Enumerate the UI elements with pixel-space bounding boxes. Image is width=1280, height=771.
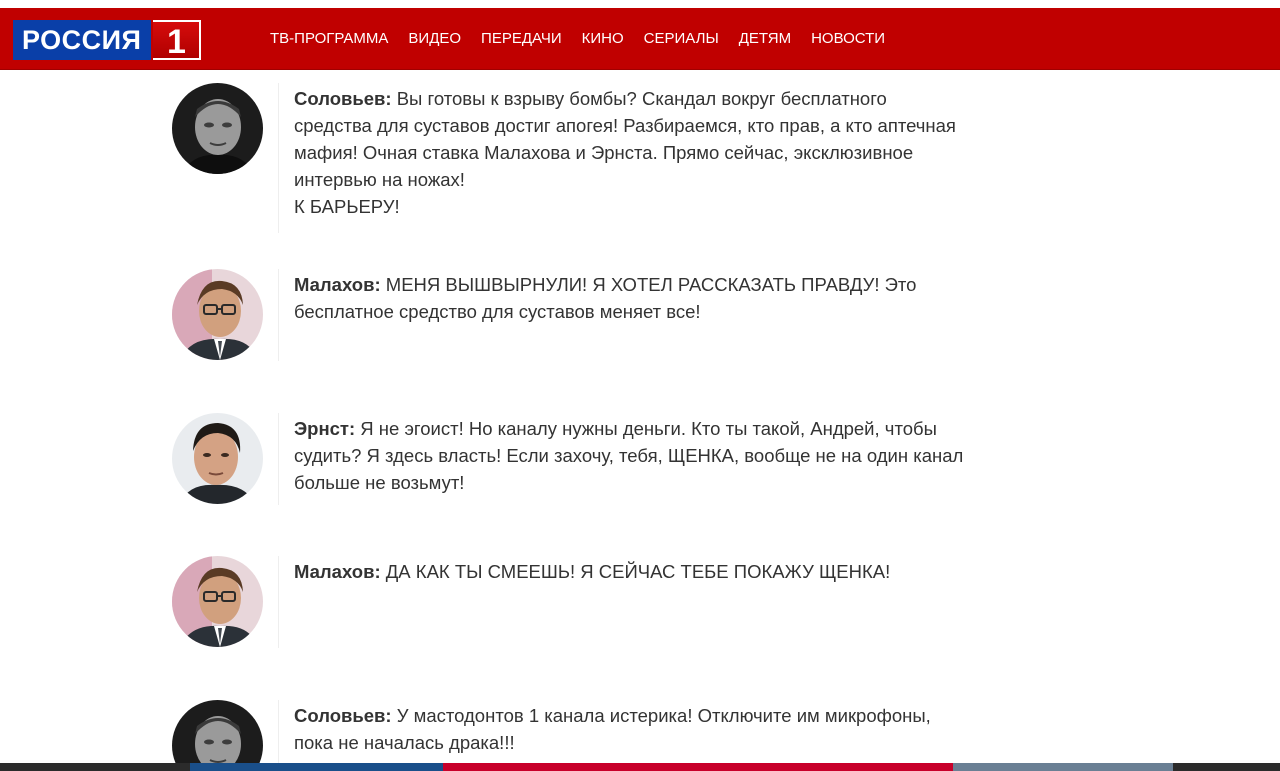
nav-cinema[interactable]: КИНО (581, 30, 624, 47)
chat-message (172, 700, 962, 771)
logo-number: 1 (153, 20, 201, 60)
message-divider (278, 413, 279, 505)
message-divider (278, 700, 279, 771)
logo-wordmark: РОССИЯ (13, 20, 151, 60)
message-text (294, 702, 964, 756)
message-text (294, 85, 964, 220)
chat-message (172, 556, 962, 648)
avatar (172, 700, 263, 771)
avatar (172, 269, 263, 360)
nav-kids[interactable]: ДЕТЯМ (738, 30, 792, 47)
site-header (0, 8, 1280, 70)
speaker-name: Малахов: (294, 561, 381, 582)
bottom-image-right (953, 763, 1173, 771)
message-divider (278, 269, 279, 361)
message-body: МЕНЯ ВЫШВЫРНУЛИ! Я ХОТЕЛ РАССКАЗАТЬ ПРАВДУ! Это бесплатное средство для суставов меняет все! (294, 274, 917, 322)
speaker-name: Соловьев: (294, 88, 392, 109)
bottom-cta-banner[interactable] (443, 763, 953, 771)
avatar (172, 556, 263, 647)
speaker-name: Соловьев: (294, 705, 392, 726)
nav-series[interactable]: СЕРИАЛЫ (643, 30, 719, 47)
message-body: ДА КАК ТЫ СМЕЕШЬ! Я СЕЙЧАС ТЕБЕ ПОКАЖУ ЩЕНКА! (380, 561, 891, 582)
message-text (294, 558, 964, 585)
malakhov-avatar-icon (172, 556, 263, 647)
soloviev-avatar-icon (172, 83, 263, 174)
bottom-image-left (190, 763, 443, 771)
ernst-avatar-icon (172, 413, 263, 504)
nav-news[interactable]: НОВОСТИ (811, 30, 886, 47)
message-body: Вы готовы к взрыву бомбы? Скандал вокруг бесплатного средства для суставов достиг апогея! Разбираемся, кто прав, а кто аптечная мафия! Очная ставка Малахова и Эрнста. Прямо сейчас, эксклюзивное интервью на ножах! (294, 88, 956, 190)
message-body: К БАРЬЕРУ! (294, 196, 400, 217)
message-body: Я не эгоист! Но каналу нужны деньги. Кто ты такой, Андрей, чтобы судить? Я здесь власть! Если захочу, тебя, ЩЕНКА, вообще не на один канал больше не возьмут! (294, 418, 964, 493)
chat-message (172, 83, 962, 233)
soloviev-avatar-icon (172, 700, 263, 771)
chat-message (172, 269, 962, 361)
nav-shows[interactable]: ПЕРЕДАЧИ (481, 30, 562, 47)
message-text (294, 271, 964, 325)
message-divider (278, 83, 279, 233)
speaker-name: Малахов: (294, 274, 381, 295)
avatar (172, 413, 263, 504)
site-logo[interactable] (13, 20, 201, 60)
nav-tv-program[interactable]: ТВ-ПРОГРАММА (270, 30, 389, 47)
speaker-name: Эрнст: (294, 418, 356, 439)
avatar (172, 83, 263, 174)
main-nav (270, 8, 905, 69)
message-text (294, 415, 964, 496)
top-strip (0, 0, 1280, 8)
message-body: У мастодонтов 1 канала истерика! Отключите им микрофоны, пока не началась драка!!! (294, 705, 931, 753)
malakhov-avatar-icon (172, 269, 263, 360)
nav-video[interactable]: ВИДЕО (408, 30, 462, 47)
chat-message (172, 413, 962, 505)
message-divider (278, 556, 279, 648)
